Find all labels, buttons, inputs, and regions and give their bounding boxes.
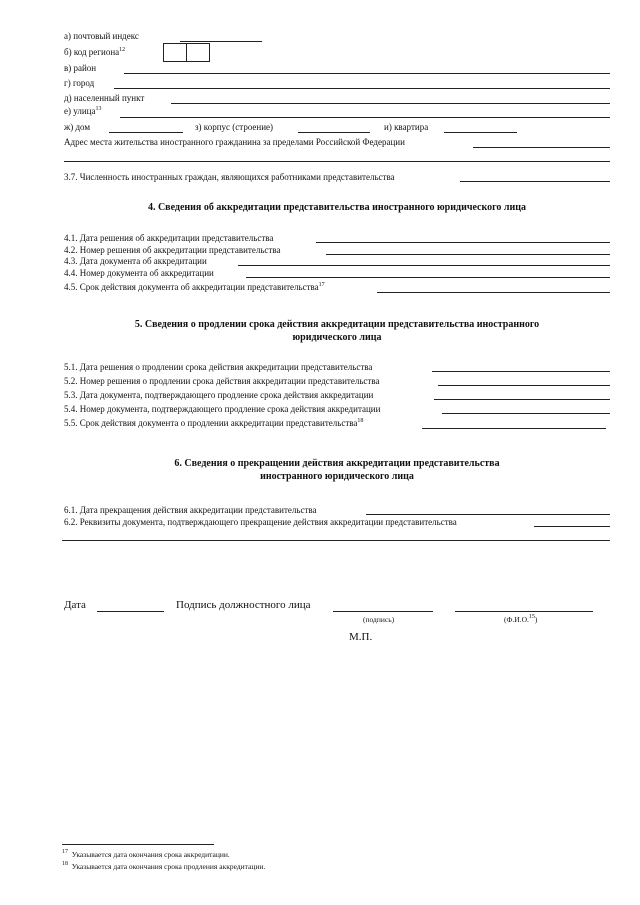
item-5-2-label: 5.2. Номер решения о продлении срока действия аккредитации представительства: [64, 376, 380, 386]
item-3-7-label: 3.7. Численность иностранных граждан, являющихся работниками представительства: [64, 172, 395, 182]
footnote-divider: [62, 844, 214, 845]
postal-index-label: а) почтовый индекс: [64, 31, 139, 41]
full-name-caption: (Ф.И.О.$^{15}$): [504, 614, 538, 624]
district-field[interactable]: [124, 73, 610, 74]
item-4-5-label: 4.5. Срок действия документа об аккредитации представительства$^{17}$: [64, 282, 325, 292]
item-5-1-label: 5.1. Дата решения о продлении срока действия аккредитации представительства: [64, 362, 373, 372]
building-field[interactable]: [298, 132, 370, 133]
footnote-18: $^{18}$ Указывается дата окончания срока продления аккредитации.: [62, 861, 266, 871]
signature-caption: (подпись): [363, 615, 395, 624]
section-4-title: 4. Сведения об аккредитации представительства иностранного юридического лица: [147, 202, 527, 213]
item-4-4-field[interactable]: [246, 277, 610, 278]
building-label: з) корпус (строение): [195, 122, 274, 132]
apartment-label: и) квартира: [384, 122, 429, 132]
house-field[interactable]: [109, 132, 183, 133]
apartment-field[interactable]: [444, 132, 517, 133]
item-6-1-field[interactable]: [366, 514, 610, 515]
region-code-cell-2[interactable]: [186, 43, 210, 62]
item-5-1-field[interactable]: [432, 371, 610, 372]
locality-label: д) населенный пункт: [64, 93, 145, 103]
item-5-3-field[interactable]: [434, 399, 610, 400]
item-4-1-field[interactable]: [316, 242, 610, 243]
item-5-4-label: 5.4. Номер документа, подтверждающего продление срока действия аккредитации: [64, 404, 381, 414]
item-5-5-field[interactable]: [422, 428, 606, 429]
full-name-field[interactable]: [455, 611, 593, 612]
item-4-2-label: 4.2. Номер решения об аккредитации представительства: [64, 245, 281, 255]
stamp-label: М.П.: [349, 631, 373, 643]
footnote-17: $^{17}$ Указывается дата окончания срока аккредитации.: [62, 849, 230, 859]
item-4-3-field[interactable]: [238, 265, 610, 266]
item-5-3-label: 5.3. Дата документа, подтверждающего продление срока действия аккредитации: [64, 390, 374, 400]
item-4-5-field[interactable]: [377, 292, 610, 293]
item-6-2-label: 6.2. Реквизиты документа, подтверждающего прекращение действия аккредитации представительства: [64, 517, 457, 527]
house-label: ж) дом: [64, 122, 91, 132]
district-label: в) район: [64, 63, 97, 73]
street-field[interactable]: [120, 117, 610, 118]
official-signature-label: Подпись должностного лица: [176, 599, 311, 611]
foreign-address-field[interactable]: [473, 147, 610, 148]
city-label: г) город: [64, 78, 95, 88]
date-field[interactable]: [97, 611, 164, 612]
item-4-3-label: 4.3. Дата документа об аккредитации: [64, 256, 207, 266]
signature-field[interactable]: [333, 611, 433, 612]
foreign-address-label: Адрес места жительства иностранного гражданина за пределами Российской Федерации: [64, 137, 405, 147]
locality-field[interactable]: [171, 103, 610, 104]
item-6-1-label: 6.1. Дата прекращения действия аккредитации представительства: [64, 505, 317, 515]
region-code-cell-1[interactable]: [163, 43, 187, 62]
postal-index-field[interactable]: [180, 41, 262, 42]
section-5-title: 5. Сведения о продлении срока действия аккредитации представительства иностранного юридического лица: [134, 319, 540, 343]
item-4-1-label: 4.1. Дата решения об аккредитации представительства: [64, 233, 274, 243]
region-code-label: б) код региона$^{12}$: [64, 47, 126, 57]
section-6-title: 6. Сведения о прекращении действия аккредитации представительства иностранного юридического лица: [174, 458, 500, 482]
street-label: е) улица$^{13}$: [64, 106, 102, 116]
item-6-2-field-line2[interactable]: [62, 540, 610, 541]
foreign-address-field-line2[interactable]: [64, 161, 610, 162]
item-5-5-label: 5.5. Срок действия документа о продлении аккредитации представительства$^{18}$: [64, 418, 364, 428]
item-6-2-field[interactable]: [534, 526, 610, 527]
item-3-7-field[interactable]: [460, 181, 610, 182]
item-4-4-label: 4.4. Номер документа об аккредитации: [64, 268, 214, 278]
city-field[interactable]: [114, 88, 610, 89]
item-5-2-field[interactable]: [438, 385, 610, 386]
item-5-4-field[interactable]: [442, 413, 610, 414]
date-label: Дата: [64, 599, 86, 611]
item-4-2-field[interactable]: [326, 254, 610, 255]
